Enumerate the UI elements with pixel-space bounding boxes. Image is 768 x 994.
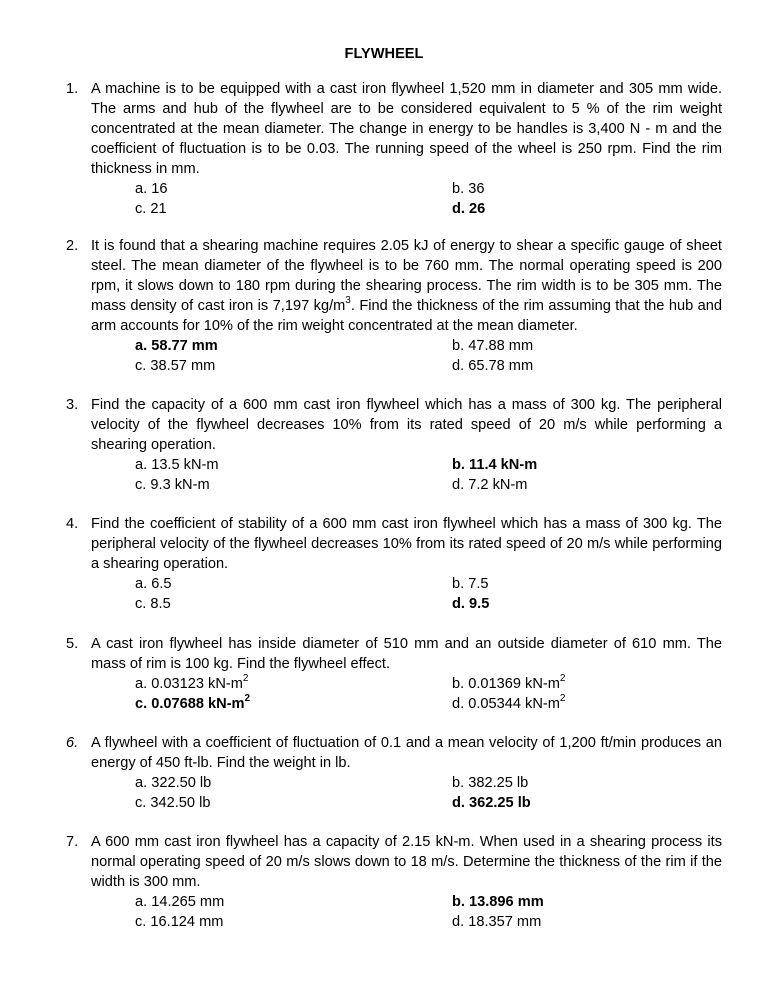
question-1 xyxy=(66,79,722,219)
option-a: a. 13.5 kN-m xyxy=(135,457,219,473)
option-b: b. 47.88 mm xyxy=(452,338,534,354)
option-d: d. 65.78 mm xyxy=(452,358,534,374)
option-d: d. 7.2 kN-m xyxy=(452,477,528,493)
option-c: c. 342.50 lb xyxy=(135,795,211,811)
answer-options xyxy=(135,773,722,813)
option-c: c. 38.57 mm xyxy=(135,358,216,374)
option-a: a. 6.5 xyxy=(135,576,172,592)
question-7 xyxy=(66,832,722,932)
option-d: d. 18.357 mm xyxy=(452,914,542,930)
question-text: A flywheel with a coefficient of fluctuation of 0.1 and a mean velocity of 1,200 ft/min produces an energy of 450 ft-lb. Find the weight in lb. xyxy=(91,735,722,771)
answer-options xyxy=(135,455,722,495)
question-number: 2. xyxy=(66,238,79,254)
question-2 xyxy=(66,236,722,376)
option-a-correct: a. 58.77 mm xyxy=(135,338,218,354)
question-text: Find the coefficient of stability of a 600 mm cast iron flywheel which has a mass of 300 kg. The peripheral velocity of the flywheel decreases 10% from its rated speed of 20 m/s while performing a shearing operation. xyxy=(91,516,722,572)
question-number: 7. xyxy=(66,834,79,850)
option-c: c. 21 xyxy=(135,201,167,217)
question-text: It is found that a shearing machine requires 2.05 kJ of energy to shear a specific gauge of sheet steel. The mean diameter of the flywheel is to be 760 mm. The normal operating speed is 200 rpm, it slows down to 180 rpm during the shearing process. The rim width is to be 305 mm. The mass density of cast iron is 7,197 $kg/m^3$. Find the thickness of the rim assuming that the hub and arm accounts for 10% of the rim weight concentrated at the mean diameter. xyxy=(91,238,722,334)
option-a: a. 322.50 lb xyxy=(135,775,212,791)
question-text: Find the capacity of a 600 mm cast iron flywheel which has a mass of 300 kg. The peripheral velocity of the flywheel decreases 10% from its rated speed of 20 m/s while performing a shearing operation. xyxy=(91,397,722,453)
option-b-correct: b. 13.896 mm xyxy=(452,894,544,910)
option-c: c. 8.5 xyxy=(135,596,171,612)
question-5 xyxy=(66,634,722,714)
question-number: 3. xyxy=(66,397,79,413)
question-number: 4. xyxy=(66,516,79,532)
answer-options xyxy=(135,892,722,932)
question-text: A machine is to be equipped with a cast iron flywheel 1,520 mm in diameter and 305 mm wide. The arms and hub of the flywheel are to be considered equivalent to 5 % of the rim weight concentrated at the mean diameter. The change in energy to be handles is 3,400 N - m and the coefficient of fluctuation is to be 0.03. The running speed of the wheel is 250 rpm. Find the rim thickness in mm. xyxy=(91,81,722,177)
option-b: b. 7.5 xyxy=(452,576,489,592)
question-3 xyxy=(66,395,722,495)
question-text: A 600 mm cast iron flywheel has a capacity of 2.15 kN-m. When used in a shearing process its normal operating speed of 20 m/s slows down to 18 m/s. Determine the thickness of the rim if the width is 300 mm. xyxy=(91,834,722,890)
option-d-correct: d. 9.5 xyxy=(452,596,490,612)
option-b: b. 36 xyxy=(452,181,485,197)
option-a: a. 14.265 mm xyxy=(135,894,225,910)
question-number: 1. xyxy=(66,81,79,97)
question-number: 6. xyxy=(66,735,79,751)
answer-options xyxy=(135,336,722,376)
option-a: a. 0.03123 $kN-m^2$ xyxy=(135,673,249,692)
option-b-correct: b. 11.4 kN-m xyxy=(452,457,538,473)
option-c-correct: c. 0.07688 $kN-m^2$ xyxy=(135,693,251,712)
question-text: A cast iron flywheel has inside diameter of 510 mm and an outside diameter of 610 mm. The mass of rim is 100 kg. Find the flywheel effect. xyxy=(91,636,722,672)
answer-options xyxy=(135,574,722,614)
option-a: a. 16 xyxy=(135,181,168,197)
option-c: c. 9.3 kN-m xyxy=(135,477,210,493)
question-4 xyxy=(66,514,722,614)
option-b: b. 0.01369 $kN-m^2$ xyxy=(452,673,566,692)
option-d-correct: d. 362.25 lb xyxy=(452,795,531,811)
option-d-correct: d. 26 xyxy=(452,201,486,217)
option-c: c. 16.124 mm xyxy=(135,914,224,930)
answer-options xyxy=(135,179,722,219)
option-d: d. 0.05344 $kN-m^2$ xyxy=(452,693,566,712)
question-number: 5. xyxy=(66,636,79,652)
answer-options xyxy=(135,674,722,714)
option-b: b. 382.25 lb xyxy=(452,775,529,791)
question-6 xyxy=(66,733,722,813)
superscript: 3 xyxy=(345,295,351,307)
page-title: FLYWHEEL xyxy=(344,46,424,62)
